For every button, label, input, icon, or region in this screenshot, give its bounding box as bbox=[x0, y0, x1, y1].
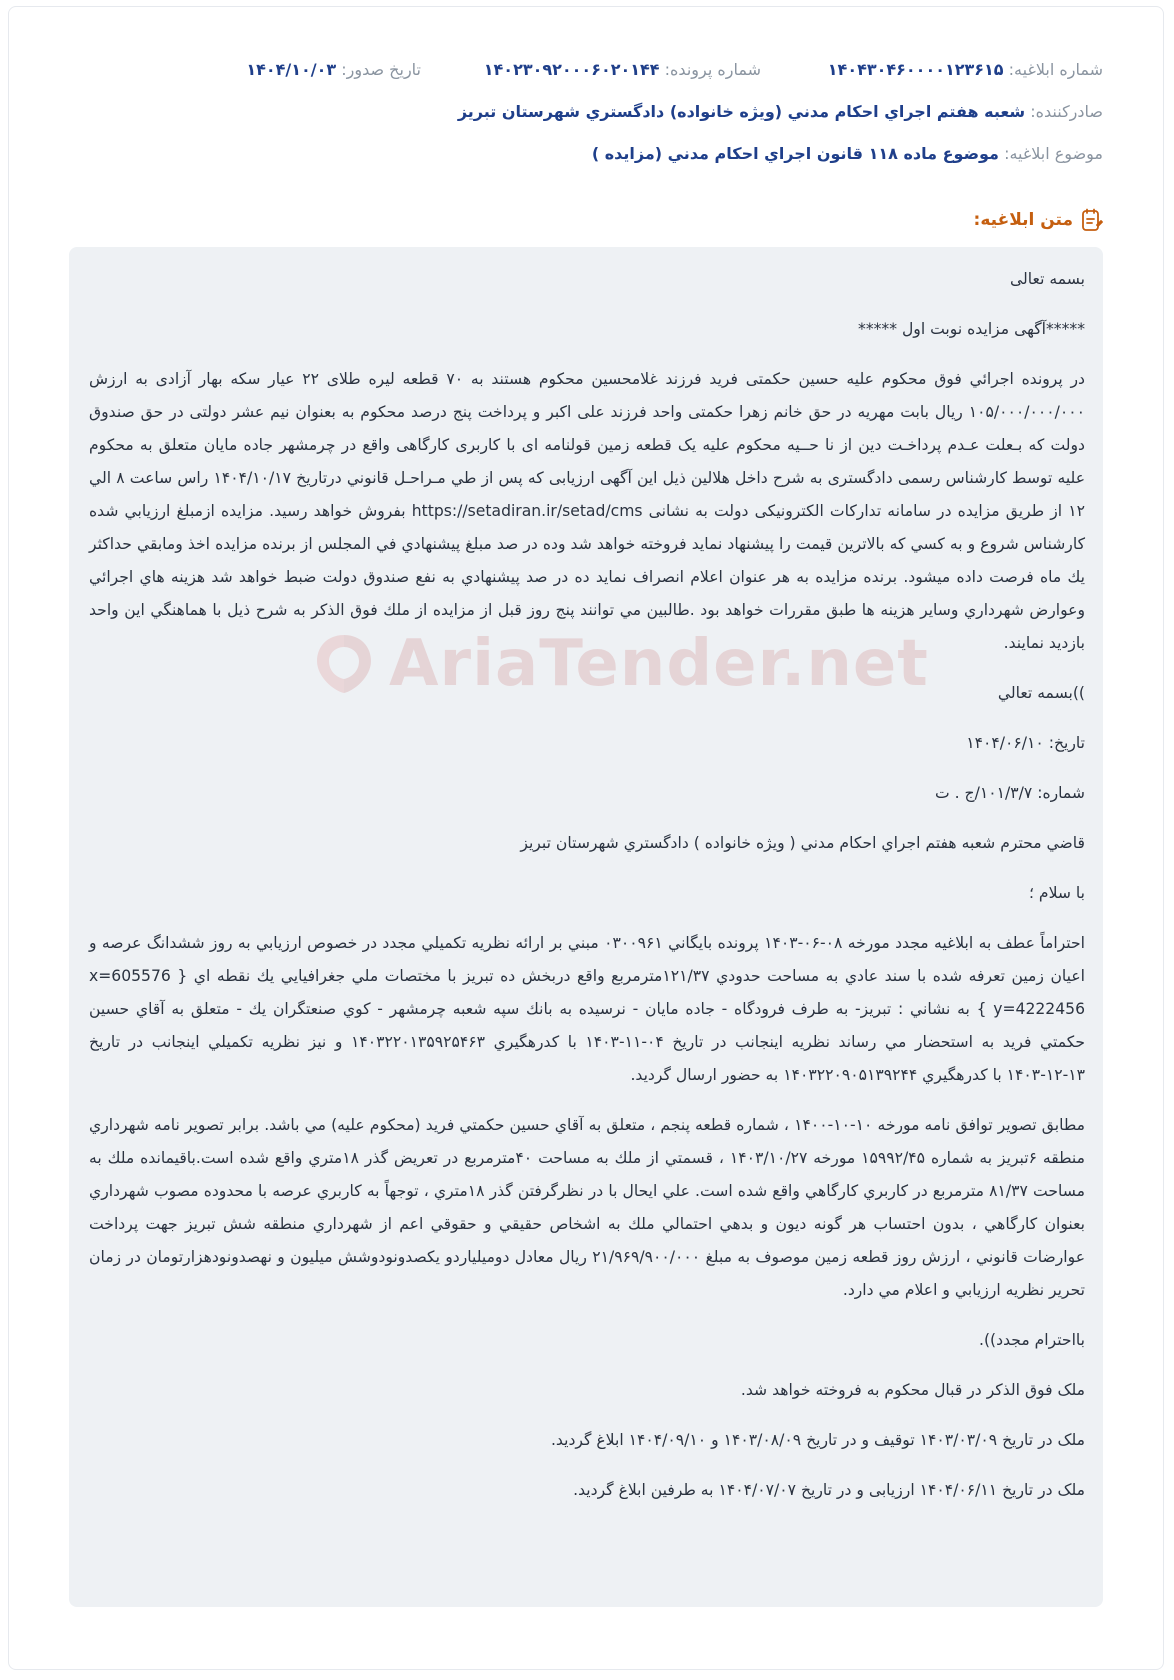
case-number-field bbox=[484, 57, 761, 83]
issuer-label: صادرکننده: bbox=[1030, 102, 1103, 121]
issue-date-field bbox=[246, 57, 421, 83]
notice-card bbox=[8, 6, 1164, 1670]
watermark-text: AriaTender.net bbox=[389, 627, 929, 701]
body-paragraph-5: تاریخ: ۱۴۰۴/۰۶/۱۰ bbox=[966, 734, 1085, 752]
meta-row-issuer bbox=[69, 99, 1103, 125]
subject-field bbox=[592, 141, 1103, 167]
body-paragraph-8: با سلام ؛ bbox=[1029, 884, 1085, 902]
case-number-value: ۱۴۰۲۳۰۹۲۰۰۰۶۰۲۰۱۴۴ bbox=[483, 60, 660, 79]
subject-label: موضوع ابلاغیه: bbox=[1004, 144, 1103, 163]
meta-row-subject bbox=[69, 141, 1103, 167]
body-paragraph-6: شماره: ۱۰۱/۳/۷/ج . ت bbox=[934, 784, 1085, 802]
notice-body bbox=[69, 247, 1103, 1607]
body-paragraph-11: بااحترام مجدد)). bbox=[979, 1331, 1085, 1349]
notice-text-heading bbox=[974, 205, 1103, 235]
notice-text-title: متن ابلاغیه: bbox=[973, 210, 1073, 230]
body-paragraph-14: ملک در تاریخ ۱۴۰۴/۰۶/۱۱ ارزیابی و در تاریخ ۱۴۰۴/۰۷/۰۷ به طرفین ابلاغ گردید. bbox=[573, 1481, 1085, 1499]
body-paragraph-10: مطابق تصوير توافق نامه مورخه ۱۰-۱۰-۱۴۰۰ ، شماره قطعه پنجم ، متعلق به آقاي حسين حكمتي فريد (محكوم عليه) مي باشد. برابر تصوير نامه شهرداري منطقه ۶تبريز به شماره ۱۵۹۹۲/۴۵ مورخه ۱۴۰۳/۱۰/۲۷ ، قسمتي از ملك به مساحت ۴۰مترمربع در تعريض گذر ۱۸متري واقع شده است.باقيمانده ملك به مساحت ۸۱/۳۷ مترمربع در كاربري كارگاهي واقع شده است. علي ايحال با در نظرگرفتن گذر ۱۸متري ، توجهاً به كاربري عرصه با محدوده مصوب شهرداري بعنوان كارگاهي ، بدون احتساب هر گونه ديون و بدهي احتمالي ملك به اشخاص حقيقي و حقوقي اعم از شهرداري منطقه شش تبريز جهت پرداخت عوارضات قانوني ، ارزش روز قطعه زمين موصوف به مبلغ ۲۱/۹۶۹/۹۰۰/۰۰۰ ريال معادل دوميلياردو يكصدونودوشش ميليون و نهصدونودهزارتومان در زمان تحرير نظريه ارزيابي و اعلام مي دارد. bbox=[89, 1116, 1085, 1299]
meta-row-numbers bbox=[69, 57, 1103, 83]
body-paragraph-1: بسمه تعالی bbox=[1010, 270, 1085, 288]
body-paragraph-4: ))بسمه تعالي bbox=[997, 684, 1085, 702]
body-paragraph-12: ملک فوق الذکر در قبال محکوم به فروخته خواهد شد. bbox=[740, 1381, 1085, 1399]
case-number-label: شماره پرونده: bbox=[664, 60, 761, 79]
subject-value: موضوع ماده ۱۱۸ قانون اجراي احکام مدني (مزايده ) bbox=[591, 144, 999, 163]
notice-number-value: ۱۴۰۴۳۰۴۶۰۰۰۰۱۲۳۶۱۵ bbox=[827, 60, 1004, 79]
body-paragraph-13: ملک در تاریخ ۱۴۰۳/۰۳/۰۹ توقیف و در تاریخ ۱۴۰۳/۰۸/۰۹ و ۱۴۰۴/۰۹/۱۰ ابلاغ گردید. bbox=[550, 1431, 1085, 1449]
body-paragraph-9: احتراماً عطف به ابلاغيه مجدد مورخه ۰۸-۰۶-۱۴۰۳ پرونده بايگاني ۰۳۰۰۹۶۱ مبني بر ارائه نظريه تكميلي مجدد در خصوص ارزيابي به روز ششدانگ عرصه و اعيان زمين تعرفه شده با سند عادي به مساحت حدودي ۱۲۱/۳۷مترمربع واقع دربخش ده تبريز با مختصات ملي جغرافيايي يك نقطه اي { x=605576 y=4222456 } به نشاني : تبريز- به طرف فرودگاه - جاده مايان - نرسيده به بانك سپه شعبه چرمشهر - كوي صنعتگران يك - متعلق به آقاي حسين حكمتي فريد به استحضار مي رساند نظريه اينجانب در تاريخ ۰۴-۱۱-۱۴۰۳ با كدرهگيري ۱۴۰۳۲۲۰۱۳۵۹۲۵۴۶۳ و نيز نظريه تكميلي اينجانب در تاريخ ۱۳-۱۲-۱۴۰۳ با كدرهگيري ۱۴۰۳۲۲۰۹۰۵۱۳۹۲۴۴ به حضور ارسال گرديد. bbox=[89, 934, 1085, 1084]
body-paragraph-3: در پرونده اجرائي فوق محکوم علیه حسین حکمتی فرید فرزند غلامحسین محکوم هستند به ۷۰ قطعه لیره طلای ۲۲ عیار سکه بهار آزادی به ارزش ۱۰۵/۰۰۰/۰۰۰/۰۰۰ ریال بابت مهریه در حق خانم زهرا حکمتی واحد فرزند علی اکبر و پرداخت پنج درصد محکوم به بعنوان نیم عشر دولتی در حق صندوق دولت که بـعلت عـدم پرداخـت دین از نا حــیه محکوم علیه یک قطعه زمین قولنامه ای با کاربری کارگاهی واقع در چرمشهر جاده مایان متعلق به محکوم علیه توسط کارشناس رسمی دادگستری به شرح داخل هلالین ذیل این آگهی ارزیابی که پس از طي مـراحـل قانوني درتاریخ ۱۴۰۴/۱۰/۱۷ راس ساعت ۸ الي ۱۲ از طریق مزایده در سامانه تدارکات الکترونیکی دولت به نشانی https://setadiran.ir/setad/cms بفروش خواهد رسید. مزايده ازمبلغ ارزيابي شده كارشناس شروع و به كسي كه بالاترين قيمت را پيشنهاد نمايد فروخته خواهد شد وده در صد مبلغ پيشنهادي في المجلس از برنده مزايده اخذ ومابقي حداكثر يك ماه فرصت داده ميشود. برنده مزايده به هر عنوان اعلام انصراف نمايد ده در صد پيشنهادي به نفع صندوق دولت ضبط خواهد شد هزينه هاي اجرائي وعوارض شهرداري وساير هزينه ها طبق مقررات خواهد بود .طالبين مي توانند پنج روز قبل از مزايده از ملك فوق الذكر به شرح ذيل با هماهنگي اين واحد بازديد نمايند. bbox=[89, 370, 1085, 652]
notice-number-field bbox=[828, 57, 1103, 83]
body-paragraph-7: قاضي محترم شعبه هفتم اجراي احكام مدني ( ويژه خانواده ) دادگستري شهرستان تبريز bbox=[520, 834, 1085, 852]
document-icon bbox=[1081, 208, 1103, 232]
body-paragraph-2: *****آگهی مزایده نوبت اول ***** bbox=[858, 320, 1085, 338]
notice-number-label: شماره ابلاغیه: bbox=[1008, 60, 1103, 79]
issue-date-value: ۱۴۰۴/۱۰/۰۳ bbox=[246, 60, 337, 79]
issuer-field bbox=[458, 99, 1103, 125]
issuer-value: شعبه هفتم اجراي احکام مدني (ويژه خانواده) دادگستري شهرستان تبريز bbox=[457, 102, 1026, 121]
issue-date-label: تاریخ صدور: bbox=[341, 60, 421, 79]
